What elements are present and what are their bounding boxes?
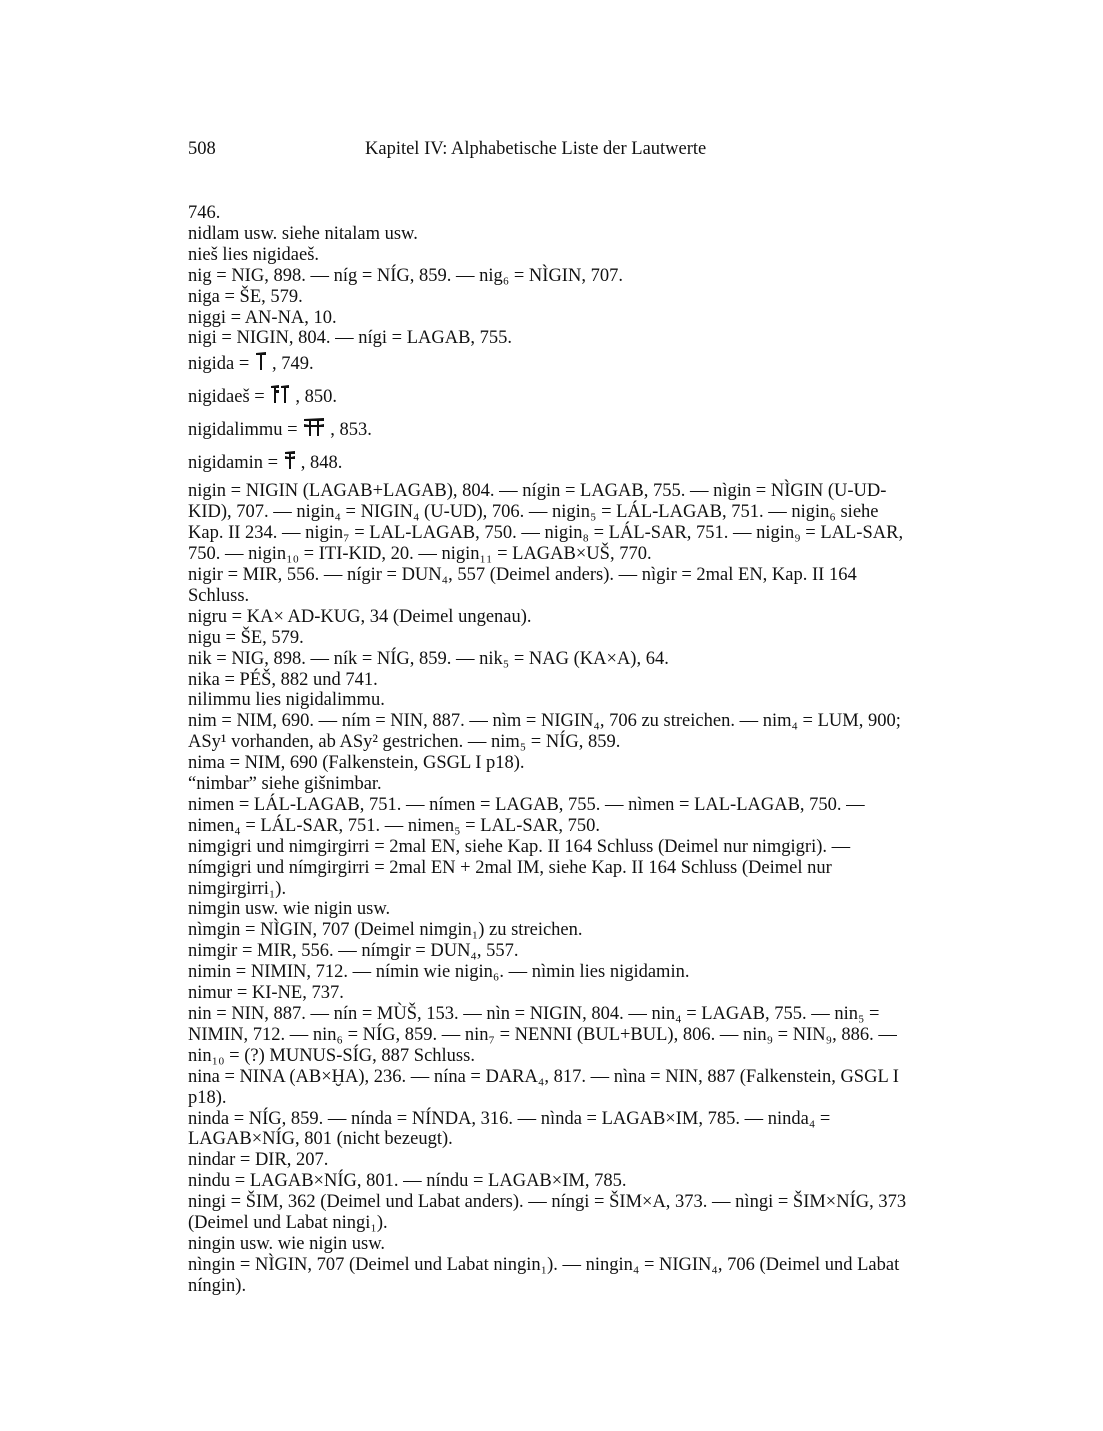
page-header [188, 139, 928, 165]
cuneiform-sign-749-icon [255, 351, 267, 382]
sign-entry-ref: , 850. [295, 387, 337, 408]
list-entry: 746. [188, 203, 221, 223]
list-entry: niggi = AN-NA, 10. [188, 307, 337, 328]
list-entry: nik = NIG, 898. — ník = NÍG, 859. — nik₅ = NAG (KA×A), 64. [188, 648, 669, 669]
list-entry: niga = ŠE, 579. [188, 286, 303, 307]
cuneiform-sign-850-icon [270, 384, 290, 415]
sign-entry-ref: , 848. [300, 453, 343, 474]
sign-entry [188, 349, 918, 382]
list-entry: nigi = NIGIN, 804. — nígi = LAGAB, 755. [188, 328, 513, 349]
list-entry: nìmgin = NÌGIN, 707 (Deimel nimgin₁) zu streichen. [188, 920, 583, 941]
sign-entry [188, 382, 918, 415]
sign-entry-term: nigida = [188, 354, 250, 375]
entry-list [188, 203, 918, 1297]
list-entry: “nimbar” siehe gišnimbar. [188, 774, 382, 795]
list-entry: nimgigri und nimgirgirri = 2mal EN, siehe Kap. II 164 Schluss (Deimel nur nimgigri). — nímgigri und nímgirgirri = 2mal EN + 2mal IM, siehe Kap. II 164 Schluss (Deimel nur nimgirgirri₁). [188, 836, 851, 899]
list-entry: nimen = LÁL-LAGAB, 751. — nímen = LAGAB, 755. — nìmen = LAL-LAGAB, 750. — nimen₄ = LÁL-SAR, 751. — nimen₅ = LAL-SAR, 750. [188, 794, 865, 836]
list-entry: nigu = ŠE, 579. [188, 627, 304, 648]
page-number: 508 [188, 139, 216, 159]
sign-entry-ref: , 853. [330, 420, 372, 441]
list-entry: nim = NIM, 690. — ním = NIN, 887. — nìm = NIGIN₄, 706 zu streichen. — nim₄ = LUM, 900; ASy¹ vorhanden, ab ASy² gestrichen. — nim₅ = NÍG, 859. [188, 711, 901, 753]
sign-entry [188, 415, 918, 448]
list-entry: nidlam usw. siehe nitalam usw. [188, 223, 418, 244]
list-entry: nina = NINA (AB×ḪA), 236. — nína = DARA₄, 817. — nìna = NIN, 887 (Falkenstein, GSGL I p18). [188, 1066, 899, 1108]
list-entry: nindar = DIR, 207. [188, 1150, 329, 1171]
list-entry: nima = NIM, 690 (Falkenstein, GSGL I p18). [188, 753, 525, 774]
list-entry: nimin = NIMIN, 712. — nímin wie nigin₆. — nìmin lies nigidamin. [188, 962, 690, 983]
list-entry: ningin usw. wie nigin usw. [188, 1233, 385, 1254]
list-entry: nimur = KI-NE, 737. [188, 983, 344, 1004]
list-entry: nìngin = NÌGIN, 707 (Deimel und Labat ningin₁). — ningin₄ = NIGIN₄, 706 (Deimel und Labat níngin). [188, 1254, 900, 1296]
sign-entry [188, 448, 918, 481]
list-entry: ninda = NÍG, 859. — nínda = NÍNDA, 316. — nìnda = LAGAB×IM, 785. — ninda₄ = LAGAB×NÍG, 801 (nicht bezeugt). [188, 1108, 831, 1150]
list-entry: nin = NIN, 887. — nín = MÙŠ, 153. — nìn = NIGIN, 804. — nin₄ = LAGAB, 755. — nin₅ = NIMIN, 712. — nin₆ = NÍG, 859. — nin₇ = NENNI (BUL+BUL), 806. — nin₉ = NIN₉, 886. — nin₁₀ = (?) MUNUS-SÍG, 887 Schluss. [188, 1004, 897, 1066]
list-entry: ningi = ŠIM, 362 (Deimel und Labat anders). — níngi = ŠIM×A, 373. — nìngi = ŠIM×NÍG, 373 (Deimel und Labat ningi₁). [188, 1192, 907, 1234]
list-entry: nieš lies nigidaeš. [188, 244, 320, 265]
list-entry: nimgin usw. wie nigin usw. [188, 899, 391, 920]
sign-entry-term: nigidaeš = [188, 387, 265, 408]
list-entry: nilimmu lies nigidalimmu. [188, 690, 385, 711]
sign-entry-term: nigidamin = [188, 453, 279, 474]
list-entry: nig = NIG, 898. — níg = NÍG, 859. — nig₆ = NÌGIN, 707. [188, 265, 623, 286]
list-entry: nigru = KA× AD-KUG, 34 (Deimel ungenau). [188, 606, 532, 627]
list-entry: nika = PÉŠ, 882 und 741. [188, 669, 378, 690]
sign-entry-ref: , 749. [271, 354, 314, 375]
list-entry: nimgir = MIR, 556. — nímgir = DUN₄, 557. [188, 941, 519, 962]
cuneiform-sign-853-icon [303, 417, 325, 448]
list-entry: nigir = MIR, 556. — nígir = DUN₄, 557 (Deimel anders). — nìgir = 2mal EN, Kap. II 164 Schluss. [188, 564, 857, 606]
list-entry: nindu = LAGAB×NÍG, 801. — níndu = LAGAB×IM, 785. [188, 1171, 627, 1192]
running-title: Kapitel IV: Alphabetische Liste der Lautwerte [365, 139, 707, 159]
cuneiform-sign-848-icon [284, 450, 296, 481]
list-entry: nigin = NIGIN (LAGAB+LAGAB), 804. — nígin = LAGAB, 755. — nìgin = NÌGIN (U-UD-KID), 707. — nigin₄ = NIGIN₄ (U-UD), 706. — nigin₅ = LÁL-LAGAB, 751. — nigin₆ siehe Kap. II 234. — nigin₇ = LAL-LAGAB, 750. — nigin₈ = LÁL-SAR, 751. — nigin₉ = LAL-SAR, 750. — nigin₁₀ = ITI-KID, 20. — nigin₁₁ = LAGAB×UŠ, 770. [188, 481, 904, 565]
sign-entry-term: nigidalimmu = [188, 420, 298, 441]
